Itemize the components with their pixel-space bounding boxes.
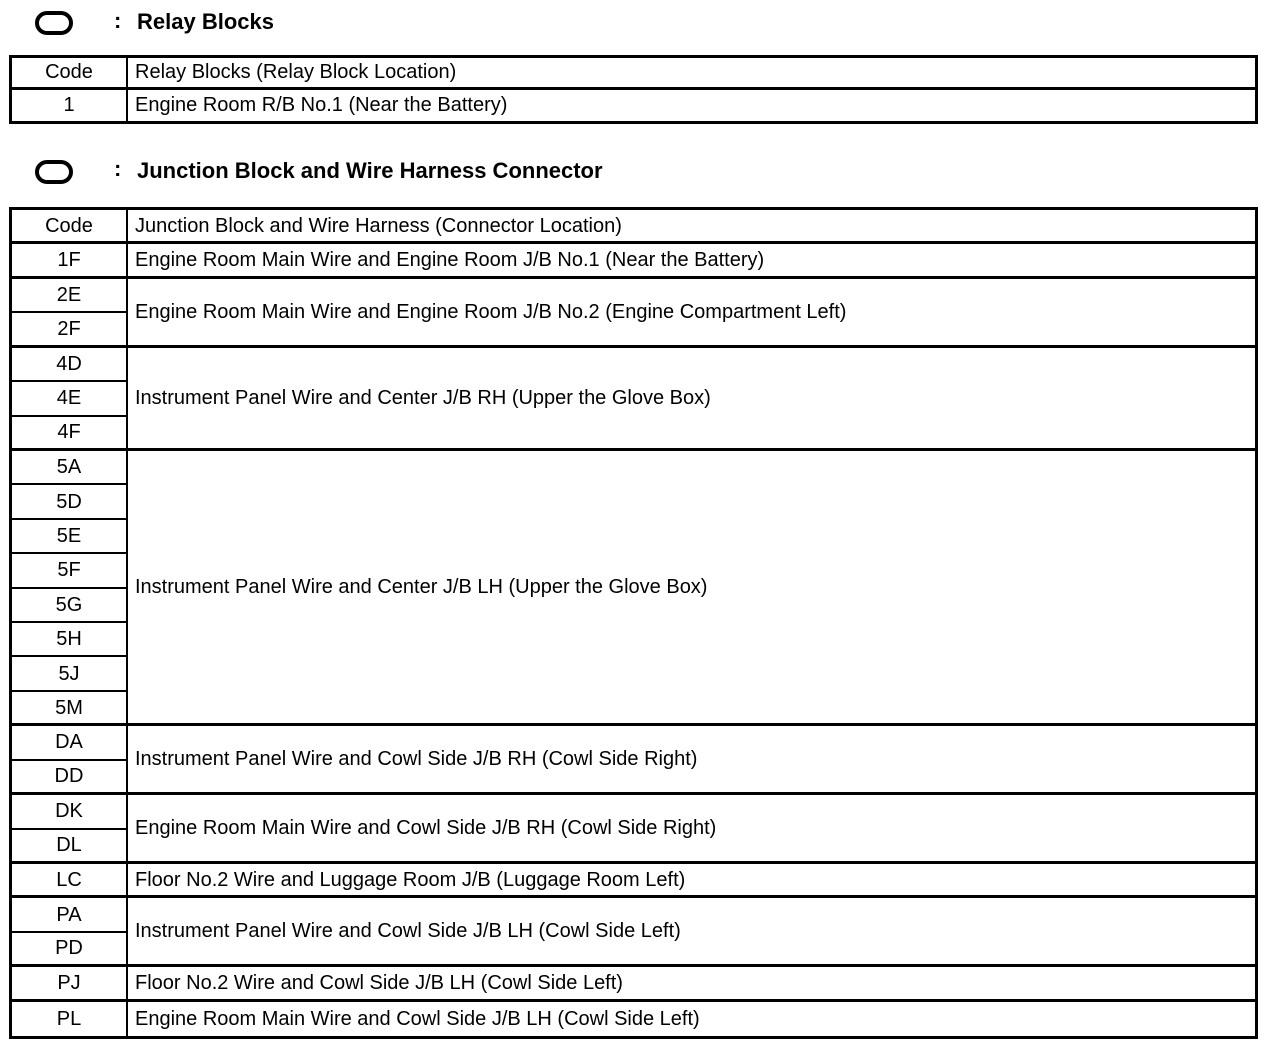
connector-location: Instrument Panel Wire and Center J/B LH (Upper the Glove Box) bbox=[128, 451, 1255, 726]
relay-legend-colon: : bbox=[114, 8, 122, 33]
connector-code: PJ bbox=[12, 967, 128, 1001]
connector-code: 2F bbox=[12, 313, 128, 347]
connector-location: Instrument Panel Wire and Center J/B RH (Upper the Glove Box) bbox=[128, 348, 1255, 451]
relay-row-location: Engine Room R/B No.1 (Near the Battery) bbox=[135, 94, 508, 117]
connector-code: PL bbox=[12, 1002, 128, 1036]
connector-code: 5D bbox=[12, 485, 128, 519]
connector-location: Engine Room Main Wire and Engine Room J/B No.2 (Engine Compartment Left) bbox=[128, 279, 1255, 348]
relay-section-title: Relay Blocks bbox=[137, 9, 274, 34]
junction-header-code: Code bbox=[12, 210, 128, 244]
connector-code: 5M bbox=[12, 692, 128, 726]
relay-row-code: 1 bbox=[12, 90, 128, 122]
relay-header-code: Code bbox=[12, 58, 128, 90]
connector-code: 5H bbox=[12, 623, 128, 657]
connector-location: Engine Room Main Wire and Engine Room J/B No.1 (Near the Battery) bbox=[128, 244, 1255, 278]
connector-location: Instrument Panel Wire and Cowl Side J/B RH (Cowl Side Right) bbox=[128, 726, 1255, 795]
connector-code: DA bbox=[12, 726, 128, 760]
connector-code: 2E bbox=[12, 279, 128, 313]
connector-location: Floor No.2 Wire and Luggage Room J/B (Luggage Room Left) bbox=[128, 864, 1255, 898]
connector-location: Instrument Panel Wire and Cowl Side J/B LH (Cowl Side Left) bbox=[128, 898, 1255, 967]
connector-code: 4E bbox=[12, 382, 128, 416]
connector-location: Floor No.2 Wire and Cowl Side J/B LH (Cowl Side Left) bbox=[128, 967, 1255, 1001]
junction-section-title: Junction Block and Wire Harness Connector bbox=[137, 158, 603, 183]
connector-code: 5G bbox=[12, 589, 128, 623]
relay-block-symbol-icon bbox=[35, 11, 73, 35]
junction-block-symbol-icon bbox=[35, 160, 73, 184]
connector-code: LC bbox=[12, 864, 128, 898]
junction-legend-colon: : bbox=[114, 156, 122, 181]
junction-table bbox=[9, 207, 1258, 1039]
connector-code: 4F bbox=[12, 417, 128, 451]
connector-location: Engine Room Main Wire and Cowl Side J/B RH (Cowl Side Right) bbox=[128, 795, 1255, 864]
connector-code: PD bbox=[12, 933, 128, 967]
junction-header-location: Junction Block and Wire Harness (Connector Location) bbox=[128, 210, 1255, 244]
relay-header-location: Relay Blocks (Relay Block Location) bbox=[128, 58, 1255, 90]
connector-code: 1F bbox=[12, 244, 128, 278]
connector-location: Engine Room Main Wire and Cowl Side J/B LH (Cowl Side Left) bbox=[135, 1007, 700, 1030]
connector-code: DK bbox=[12, 795, 128, 829]
connector-code: PA bbox=[12, 898, 128, 932]
connector-code: 5F bbox=[12, 554, 128, 588]
connector-code: 4D bbox=[12, 348, 128, 382]
connector-code: DL bbox=[12, 830, 128, 864]
connector-code: 5A bbox=[12, 451, 128, 485]
connector-code: 5E bbox=[12, 520, 128, 554]
connector-code: 5J bbox=[12, 657, 128, 691]
connector-code: DD bbox=[12, 761, 128, 795]
relay-table bbox=[9, 55, 1258, 124]
